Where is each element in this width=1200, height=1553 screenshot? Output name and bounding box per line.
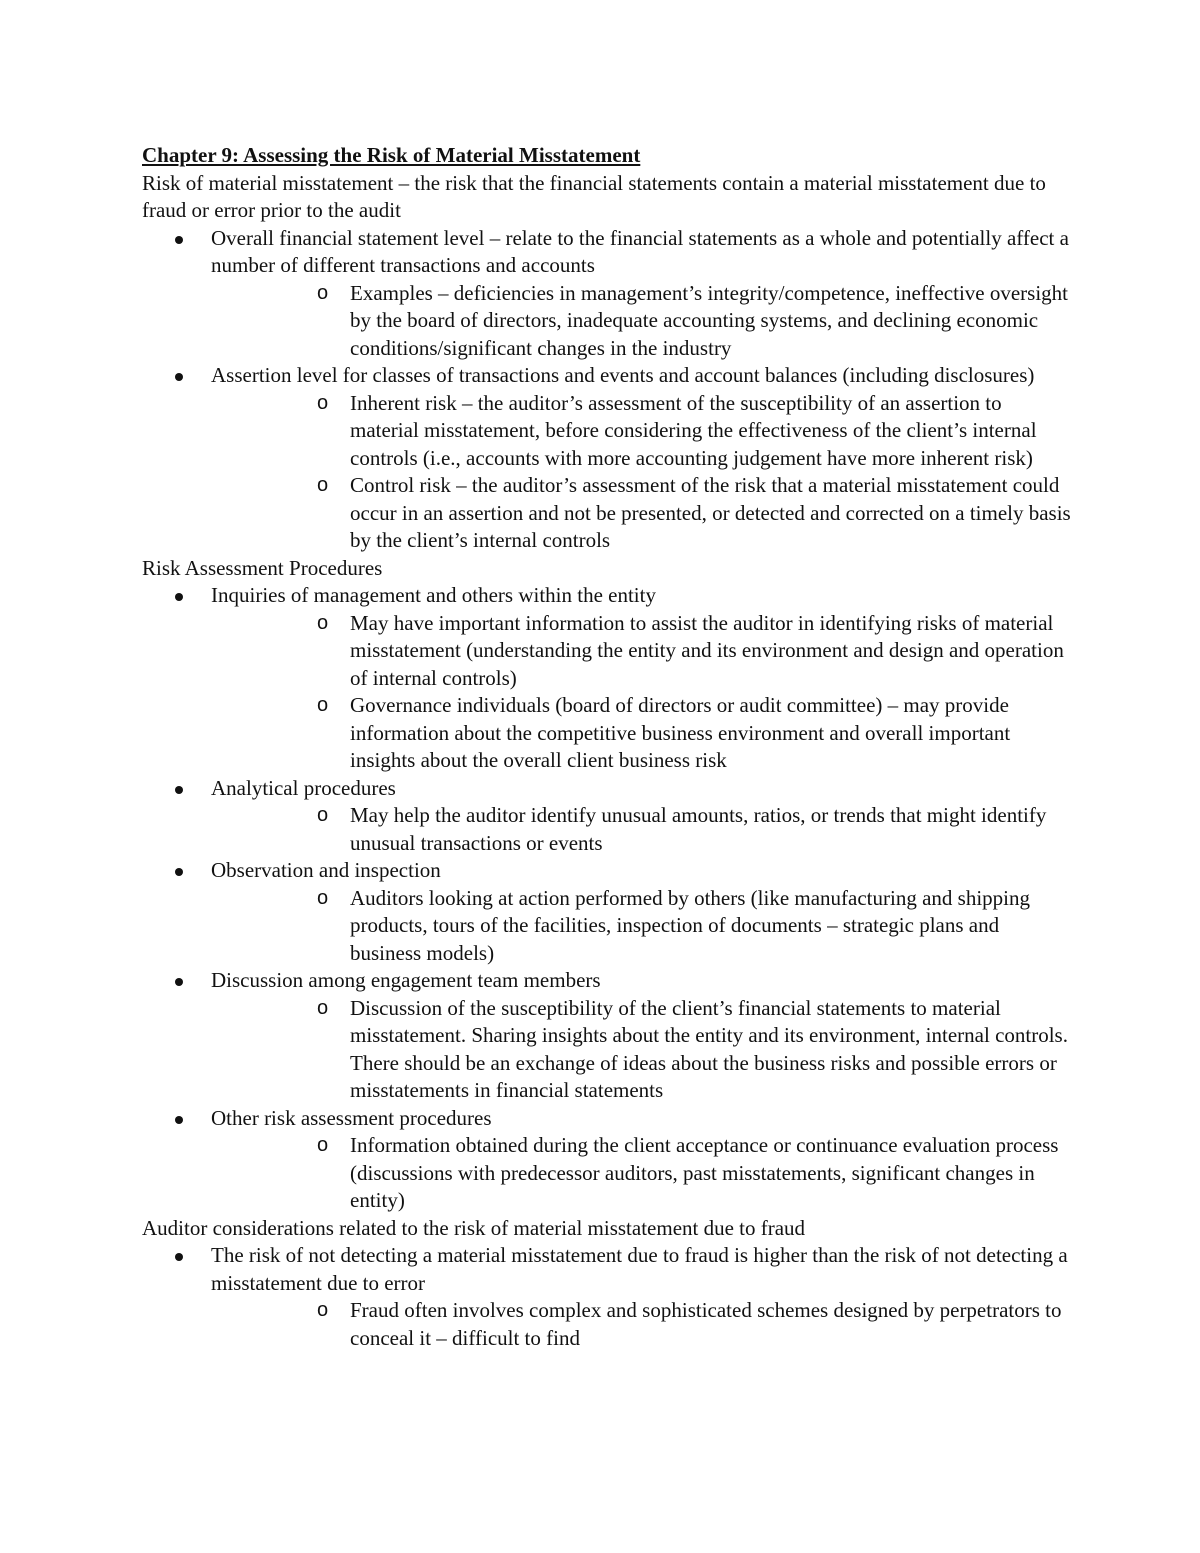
document-body	[142, 142, 1072, 1352]
list-item-text: The risk of not detecting a material misstatement due to fraud is higher than the risk of not detecting a misstatement due to error	[211, 1243, 1068, 1295]
sub-list-item	[211, 1132, 1072, 1215]
circle-bullet-icon: o	[317, 694, 329, 716]
sub-list-item	[211, 610, 1072, 693]
sub-list-item-text: Control risk – the auditor’s assessment of the risk that a material misstatement could occur in an assertion and not be presented, or detected and corrected on a timely basis by the client’s internal controls	[350, 473, 1071, 552]
sub-list	[211, 610, 1072, 775]
sub-list-item-text: Auditors looking at action performed by others (like manufacturing and shipping products, tours of the facilities, inspection of documents – strategic plans and business models)	[350, 885, 1031, 965]
sub-list-item-text: Information obtained during the client acceptance or continuance evaluation process (discussions with predecessor auditors, past misstatements, significant changes in entity)	[350, 1133, 1059, 1212]
sub-list-item	[211, 1297, 1072, 1352]
circle-bullet-icon: o	[317, 474, 329, 496]
sub-list-item-text: Discussion of the susceptibility of the client’s financial statements to material misstatement. Sharing insights about the entity and its environment, internal controls. There should be an exchange of ideas about the business risks and possible errors or misstatements in financial statements	[350, 995, 1068, 1102]
bullet-icon	[175, 236, 183, 244]
bullet-icon	[175, 593, 183, 601]
list-item	[142, 225, 1072, 363]
circle-bullet-icon: o	[317, 886, 329, 909]
circle-bullet-icon: o	[317, 804, 329, 826]
list-item	[142, 1242, 1072, 1352]
list-item-text: Overall financial statement level – relate to the financial statements as a whole and potentially affect a number of different transactions and accounts	[211, 225, 1069, 277]
sub-list-item	[211, 692, 1072, 775]
list-item	[142, 857, 1072, 967]
sub-list	[211, 280, 1072, 363]
sub-list-item-text: Fraud often involves complex and sophisticated schemes designed by perpetrators to conceal it – difficult to find	[350, 1298, 1062, 1350]
bullet-icon	[175, 373, 183, 381]
list-item	[142, 967, 1072, 1105]
sub-list	[211, 1132, 1072, 1215]
sub-list-item-text: May have important information to assist the auditor in identifying risks of material misstatement (understanding the entity and its environment and design and operation of internal controls)	[350, 610, 1064, 690]
list-item	[142, 582, 1072, 775]
list-item	[142, 362, 1072, 555]
circle-bullet-icon: o	[317, 391, 329, 414]
list-item-text: Other risk assessment procedures	[211, 1105, 492, 1130]
sub-list-item	[211, 390, 1072, 473]
bullet-list	[142, 225, 1072, 555]
bullet-icon	[175, 1116, 183, 1124]
bullet-list	[142, 1242, 1072, 1352]
circle-bullet-icon: o	[317, 1299, 329, 1321]
sub-list-item	[211, 280, 1072, 363]
sub-list-item-text: Inherent risk – the auditor’s assessment of the susceptibility of an assertion to material misstatement, before considering the effectiveness of the client’s internal controls (i.e., accounts with more accounting judgement have more inherent risk)	[350, 390, 1037, 470]
list-item	[142, 1105, 1072, 1215]
sub-list-item	[211, 885, 1072, 968]
circle-bullet-icon: o	[317, 611, 329, 634]
bullet-list	[142, 582, 1072, 1215]
circle-bullet-icon: o	[317, 281, 329, 304]
sub-list-item	[211, 995, 1072, 1105]
list-item	[142, 775, 1072, 858]
section-heading: Risk Assessment Procedures	[142, 555, 383, 580]
list-item-text: Analytical procedures	[211, 775, 396, 800]
sub-list-item	[211, 472, 1072, 555]
sub-list-item-text: Governance individuals (board of directors or audit committee) – may provide information about the competitive business environment and overall important insights about the overall client business risk	[350, 693, 1011, 772]
bullet-icon	[175, 978, 183, 986]
bullet-icon	[175, 786, 183, 794]
list-item-text: Inquiries of management and others within the entity	[211, 583, 656, 607]
sub-list	[211, 885, 1072, 968]
sub-list	[211, 995, 1072, 1105]
document-title: Chapter 9: Assessing the Risk of Material Misstatement	[142, 143, 641, 167]
sub-list	[211, 802, 1072, 857]
list-item-text: Assertion level for classes of transactions and events and account balances (including disclosures)	[211, 363, 1035, 387]
section-heading: Risk of material misstatement – the risk that the financial statements contain a material misstatement due to fraud or error prior to the audit	[142, 170, 1046, 222]
list-item-text: Observation and inspection	[211, 858, 441, 882]
bullet-icon	[175, 1253, 183, 1261]
sub-list	[211, 390, 1072, 555]
sub-list	[211, 1297, 1072, 1352]
list-item-text: Discussion among engagement team members	[211, 968, 601, 992]
circle-bullet-icon: o	[317, 996, 329, 1019]
sub-list-item	[211, 802, 1072, 857]
sub-list-item-text: May help the auditor identify unusual amounts, ratios, or trends that might identify unusual transactions or events	[350, 803, 1047, 855]
sub-list-item-text: Examples – deficiencies in management’s integrity/competence, ineffective oversight by the board of directors, inadequate accounting systems, and declining economic conditions/significant changes in the industry	[350, 280, 1069, 360]
section-heading: Auditor considerations related to the risk of material misstatement due to fraud	[142, 1215, 806, 1240]
bullet-icon	[175, 868, 183, 876]
circle-bullet-icon: o	[317, 1134, 329, 1156]
